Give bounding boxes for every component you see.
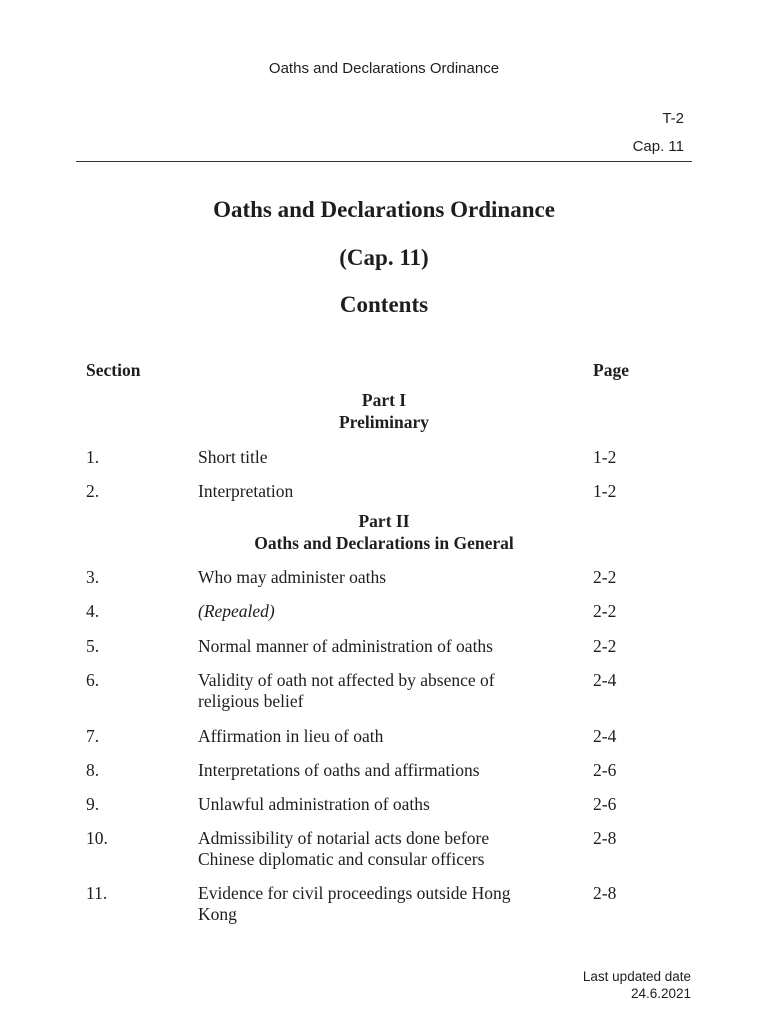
- section-number: 7.: [86, 726, 100, 746]
- section-title[interactable]: Unlawful administration of oaths: [198, 794, 430, 814]
- section-title-line: Admissibility of notarial acts done before: [198, 828, 490, 848]
- page-column-header: Page: [593, 360, 629, 380]
- part-label: Part I: [361, 390, 407, 410]
- page-number: 2-4: [593, 726, 617, 746]
- section-title[interactable]: [198, 670, 568, 712]
- section-title[interactable]: Short title: [198, 447, 268, 467]
- part-title: Oaths and Declarations in General: [254, 533, 514, 553]
- section-title[interactable]: Interpretation: [198, 481, 294, 501]
- section-number: 8.: [86, 760, 100, 780]
- section-number: 6.: [86, 670, 100, 690]
- section-title-line: Validity of oath not affected by absence of: [198, 670, 495, 690]
- contents-heading: Contents: [339, 292, 429, 317]
- last-updated-label: Last updated date: [582, 969, 691, 984]
- section-number: 10.: [86, 828, 108, 848]
- page-number: 2-2: [593, 567, 617, 587]
- page-number: 2-4: [593, 670, 617, 690]
- last-updated-date: 24.6.2021: [630, 986, 691, 1001]
- document-title: Oaths and Declarations Ordinance: [213, 197, 555, 222]
- section-number: 3.: [86, 567, 100, 587]
- section-title-line: Chinese diplomatic and consular officers: [198, 849, 485, 869]
- section-title[interactable]: Affirmation in lieu of oath: [198, 726, 384, 746]
- section-number: 9.: [86, 794, 100, 814]
- chapter-reference: Cap. 11: [632, 138, 684, 155]
- section-title-line: Kong: [198, 904, 237, 924]
- page-number: 1-2: [593, 447, 617, 467]
- chapter-number: (Cap. 11): [339, 245, 429, 270]
- last-updated: [583, 968, 691, 1002]
- part-title: Preliminary: [338, 412, 430, 432]
- page-number: 2-6: [593, 794, 617, 814]
- section-title-line: Evidence for civil proceedings outside Hong: [198, 883, 511, 903]
- section-column-header: Section: [86, 360, 141, 380]
- section-title[interactable]: Who may administer oaths: [198, 567, 387, 587]
- section-number: 11.: [86, 883, 108, 903]
- part-label: Part II: [358, 511, 410, 531]
- section-title[interactable]: Interpretations of oaths and affirmations: [198, 760, 480, 780]
- running-header: Oaths and Declarations Ordinance: [268, 60, 500, 77]
- page-number: 2-8: [593, 883, 617, 903]
- section-number: 1.: [86, 447, 100, 467]
- page-reference: T-2: [662, 110, 684, 127]
- header-divider: [76, 161, 692, 162]
- section-title-line: religious belief: [198, 691, 304, 711]
- section-title[interactable]: [198, 883, 568, 925]
- part-heading: [0, 389, 768, 433]
- section-number: 2.: [86, 481, 100, 501]
- part-heading: [0, 510, 768, 554]
- section-number: 5.: [86, 636, 100, 656]
- section-number: 4.: [86, 601, 100, 621]
- page-number: 2-8: [593, 828, 617, 848]
- section-title[interactable]: Normal manner of administration of oaths: [198, 636, 493, 656]
- section-title[interactable]: (Repealed): [198, 601, 275, 621]
- page-number: 2-2: [593, 636, 617, 656]
- page-number: 2-2: [593, 601, 617, 621]
- page-number: 1-2: [593, 481, 617, 501]
- section-title[interactable]: [198, 828, 568, 870]
- page-number: 2-6: [593, 760, 617, 780]
